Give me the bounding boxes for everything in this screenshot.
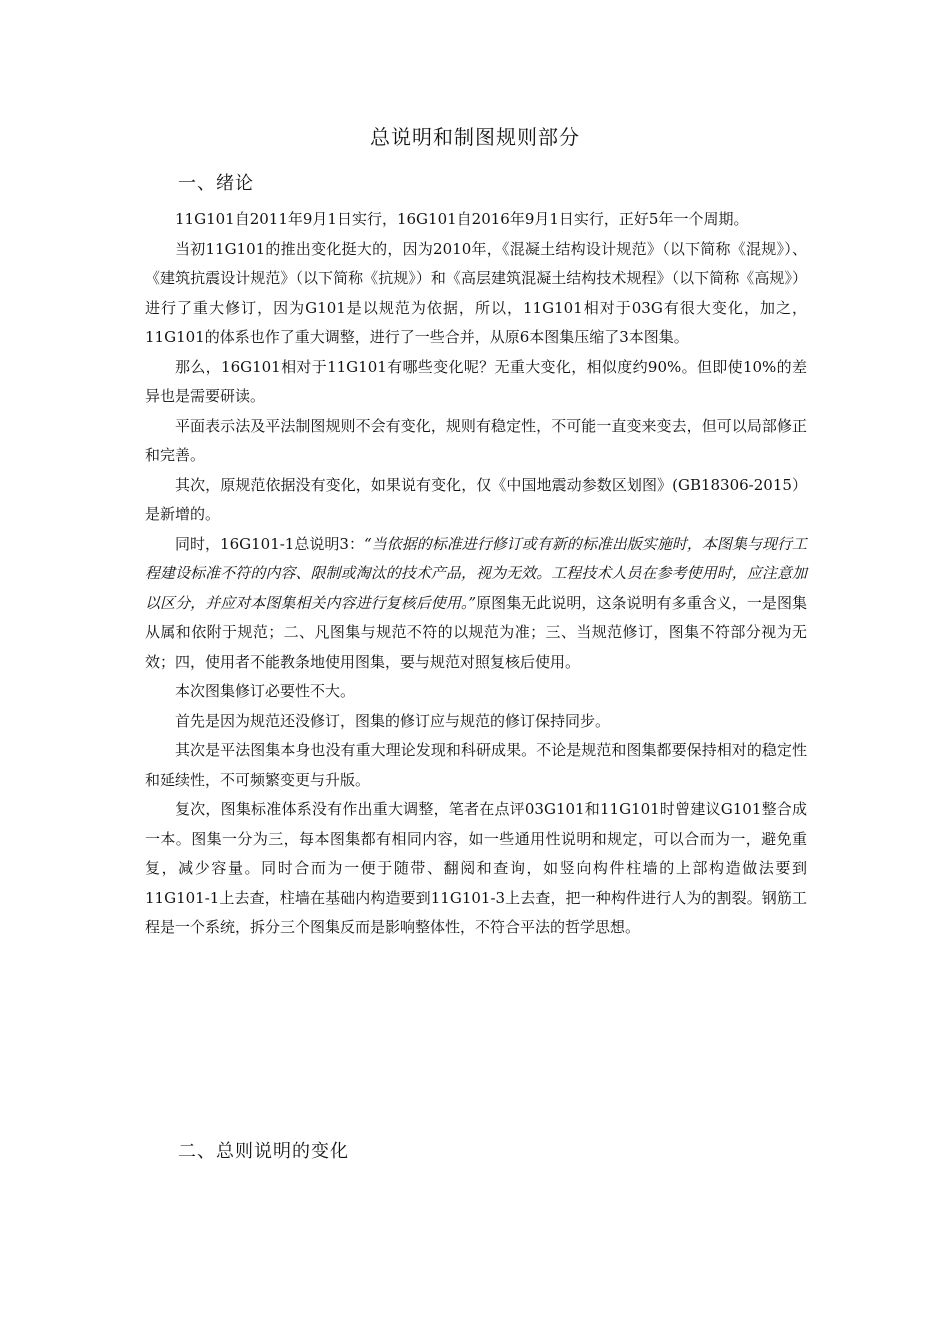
quote-tail: 原图集无此说明，这条说明有多重含义，一是图集从属和依附于规范；二、凡图集与规范不符的以规范为准；三、当规范修订，图集不符部分视为无效；四，使用者不能教条地使用图集，要与规范对照复核后使用。 [145, 593, 807, 671]
section-heading-introduction: 一、绪论 [178, 173, 254, 194]
quoted-text: “当依据的标准进行修订或有新的标准出版实施时，本图集与现行工程建设标准不符的内容、限制或淘汰的技术产品，视为无效。工程技术人员在参考使用时，应注意加以区分，并应对本图集相关内容进行复核后使用。” [145, 534, 807, 612]
paragraph: 本次图集修订必要性不大。 [175, 682, 356, 700]
paragraph: 其次是平法图集本身也没有重大理论发现和科研成果。不论是规范和图集都要保持相对的稳定性和延续性，不可频繁变更与升版。 [145, 741, 807, 789]
paragraph: 复次，图集标准体系没有作出重大调整，笔者在点评03G101和11G101时曾建议G101整合成一本。图集一分为三，每本图集都有相同内容，如一些通用性说明和规定，可以合而为一，避免重复，减少容量。同时合而为一便于随带、翻阅和查询，如竖向构件柱墙的上部构造做法要到11G101-1上去查，柱墙在基础内构造要到11G101-3上去查，把一种构件进行人为的割裂。钢筋工程是一个系统，拆分三个图集反而是影响整体性，不符合平法的哲学思想。 [145, 800, 807, 936]
document-title: 总说明和制图规则部分 [370, 125, 580, 149]
paragraph: 11G101自2011年9月1日实行，16G101自2016年9月1日实行，正好5年一个周期。 [175, 210, 749, 228]
quote-paragraph [145, 530, 807, 678]
document-body [145, 205, 807, 943]
section-heading-general-changes: 二、总则说明的变化 [178, 1141, 349, 1162]
paragraph: 平面表示法及平法制图规则不会有变化，规则有稳定性，不可能一直变来变去，但可以局部修正和完善。 [145, 416, 807, 464]
paragraph: 首先是因为规范还没修订，图集的修订应与规范的修订保持同步。 [175, 711, 611, 730]
paragraph: 当初11G101的推出变化挺大的，因为2010年，《混凝土结构设计规范》（以下简称《混规》）、《建筑抗震设计规范》（以下简称《抗规》）和《高层建筑混凝土结构技术规程》（以下简称《高规》）进行了重大修订，因为G101是以规范为依据，所以，11G101相对于03G有很大变化，加之，11G101的体系也作了重大调整，进行了一些合并，从原6本图集压缩了3本图集。 [145, 239, 807, 346]
quote-lead: 同时，16G101-1总说明3： [175, 534, 364, 553]
paragraph: 那么，16G101相对于11G101有哪些变化呢？无重大变化，相似度约90%。但即使10%的差异也是需要研读。 [145, 357, 807, 405]
paragraph: 其次，原规范依据没有变化，如果说有变化，仅《中国地震动参数区划图》(GB18306-2015）是新增的。 [145, 475, 807, 523]
